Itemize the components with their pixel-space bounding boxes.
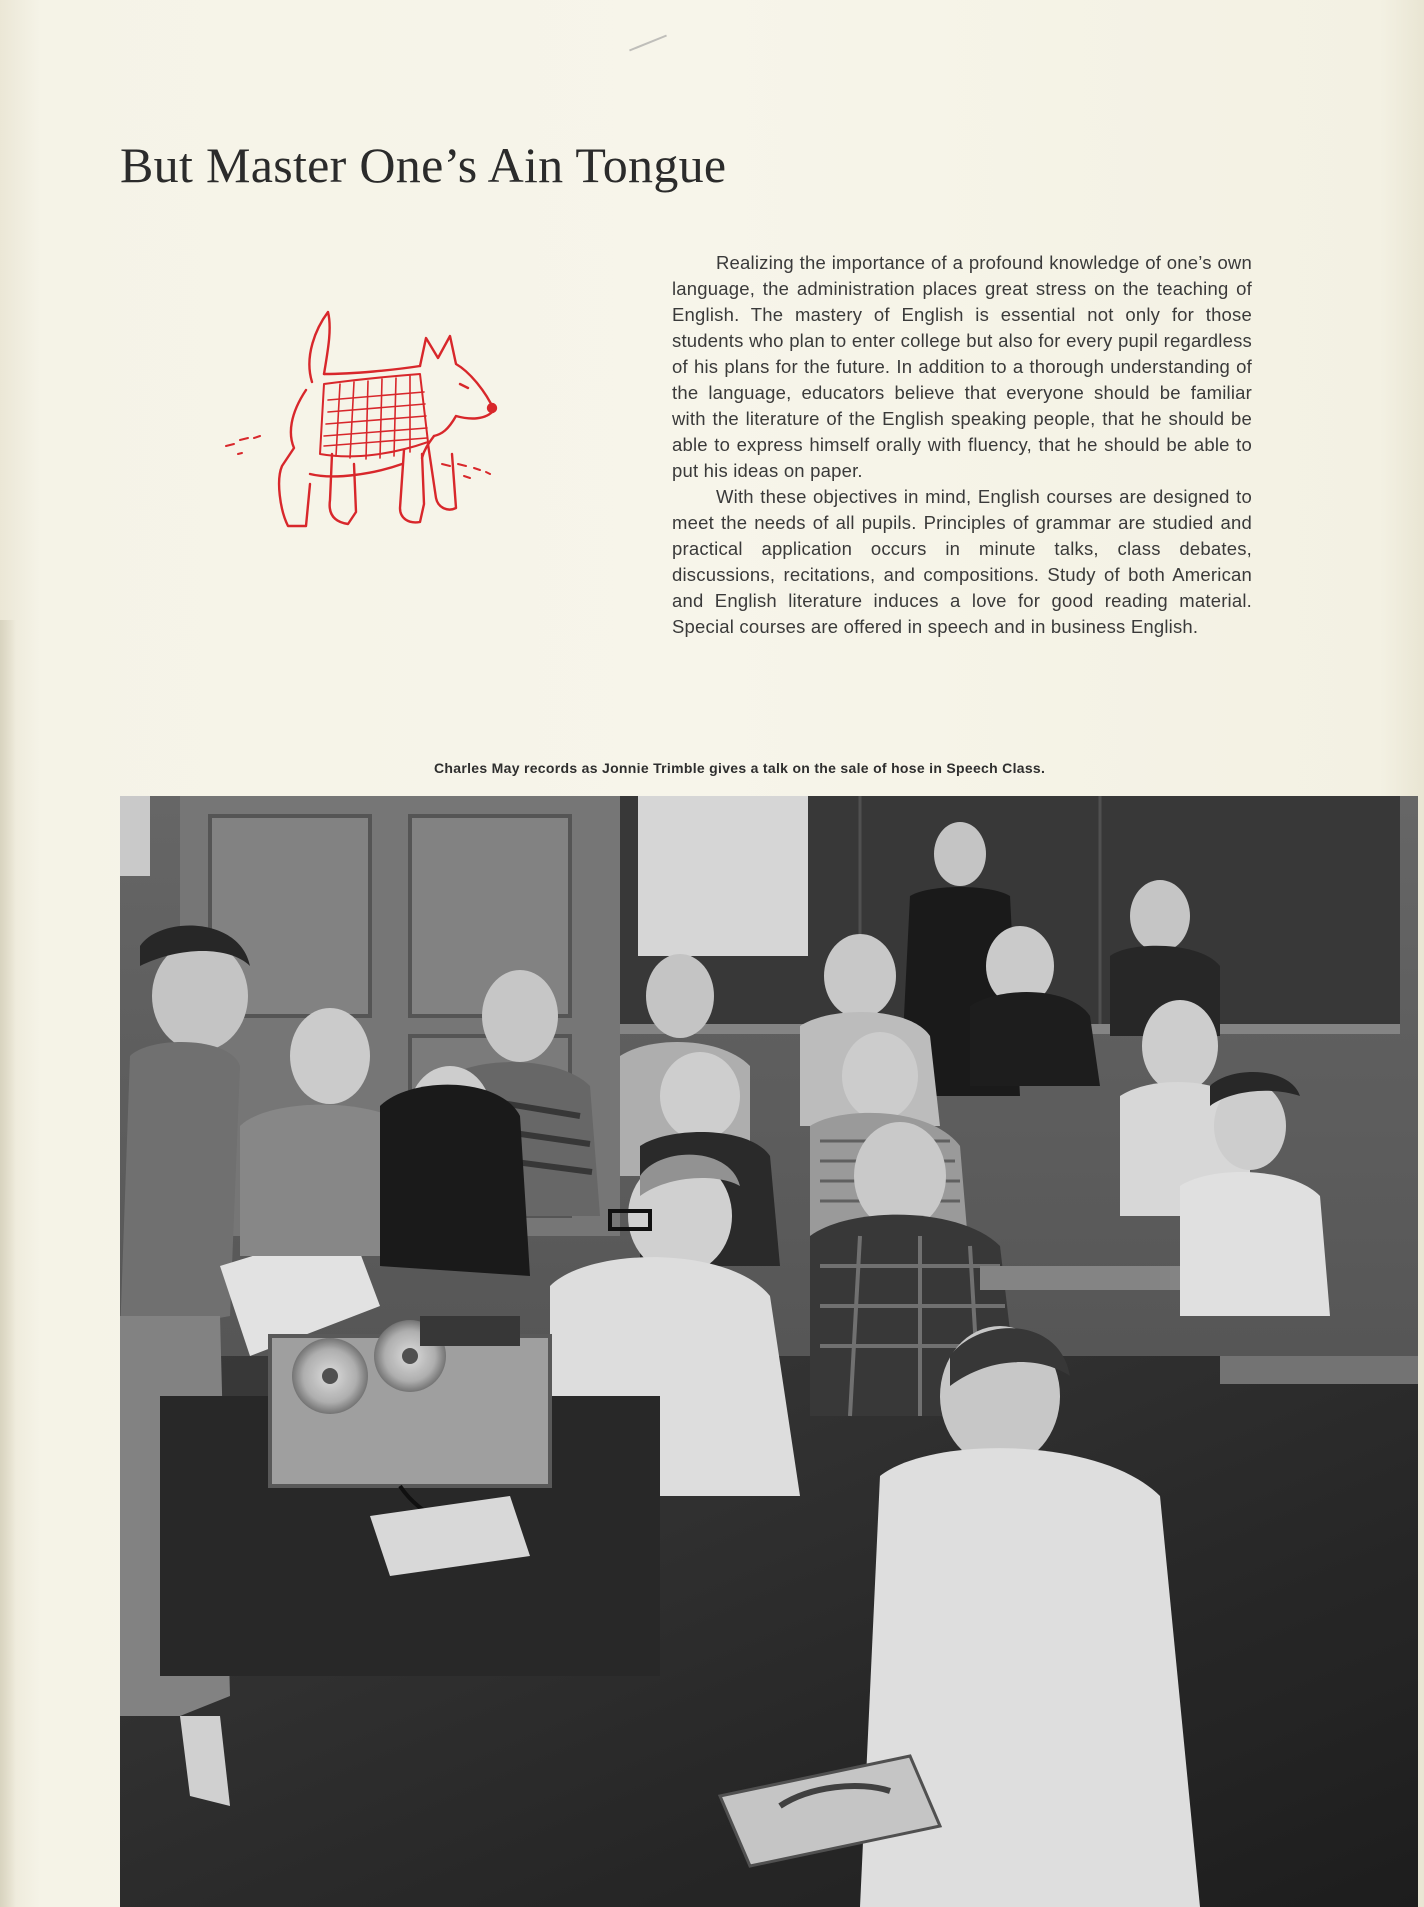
paragraph-1: Realizing the importance of a profound knowledge of one’s own language, the administration places great stress on the teaching of English. The mastery of English is essential not only for those students who plan to enter college but also for every pupil regardless of his plans for the future. In addition to a thorough understanding of the language, educators believe that everyone should be familiar with the literature of the English speaking people, that he should be able to express himself orally with fluency, that he should be able to put his ideas on paper. bbox=[672, 252, 1252, 481]
speech-class-photo bbox=[120, 796, 1418, 1907]
photo-caption: Charles May records as Jonnie Trimble gives a talk on the sale of hose in Speech Class. bbox=[434, 760, 1046, 776]
article-body bbox=[672, 250, 1252, 640]
page-title: But Master One’s Ain Tongue bbox=[120, 137, 727, 193]
paragraph-2: With these objectives in mind, English courses are designed to meet the needs of all pupils. Principles of grammar are studied and practical application occurs in minute talks, class debates, discussions, recitations, and compositions. Study of both American and English literature induces a love for good reading material. Special courses are offered in speech and in business English. bbox=[672, 486, 1252, 637]
page-edge-shadow bbox=[0, 620, 16, 1907]
scottie-dog-illustration bbox=[224, 304, 514, 544]
